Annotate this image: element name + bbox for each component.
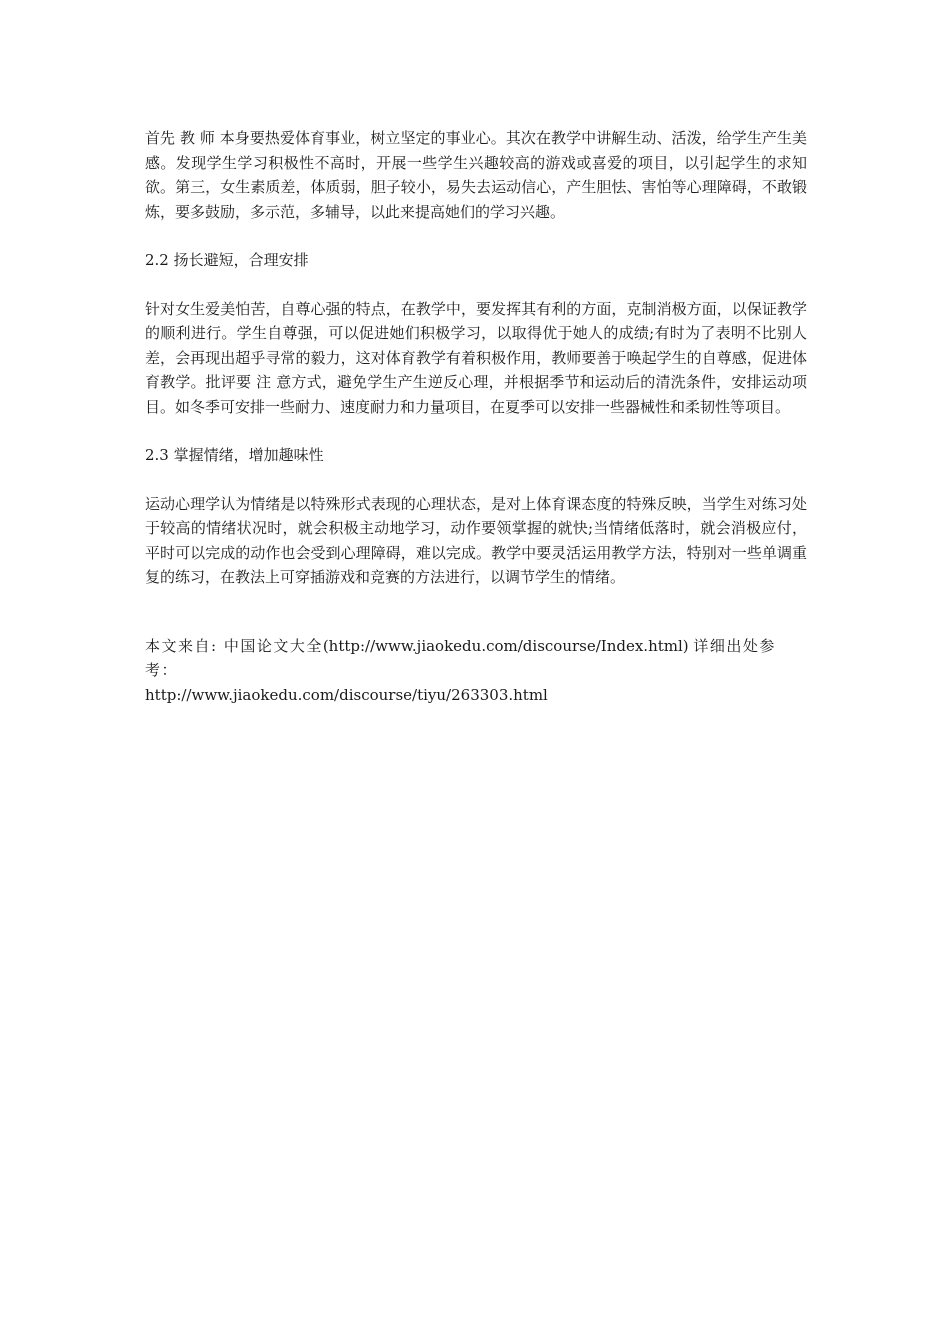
source-attribution [145, 634, 807, 708]
spacer [145, 590, 807, 634]
section-heading-2-3: 2.3 掌握情绪，增加趣味性 [145, 446, 324, 464]
paragraph-emotion: 运动心理学认为情绪是以特殊形式表现的心理状态，是对上体育课态度的特殊反映，当学生对练习处于较高的情绪状况时，就会积极主动地学习，动作要领掌握的就快;当情绪低落时，就会消极应付，平时可以完成的动作也会受到心理障碍，难以完成。教学中要灵活运用教学方法，特别对一些单调重复的练习，在教法上可穿插游戏和竞赛的方法进行，以调节学生的情绪。 [145, 494, 807, 586]
document-page [145, 126, 807, 707]
source-detail-label: 详细出处参考： [145, 636, 776, 679]
spacer [145, 224, 807, 248]
source-link-article[interactable]: http://www.jiaokedu.com/discourse/tiyu/263303.html [145, 685, 548, 704]
paragraph-teacher-attitude: 首先 教 师 本身要热爱体育事业，树立坚定的事业心。其次在教学中讲解生动、活泼，给学生产生美感。发现学生学习积极性不高时，开展一些学生兴趣较高的游戏或喜爱的项目，以引起学生的求知欲。第三，女生素质差，体质弱，胆子较小，易失去运动信心，产生胆怯、害怕等心理障碍，不敢锻炼，要多鼓励，多示范，多辅导，以此来提高她们的学习兴趣。 [145, 129, 807, 221]
source-label: 本文来自: 中国论文大全 [145, 636, 323, 655]
source-link-index[interactable]: (http://www.jiaokedu.com/discourse/Index.html) [322, 636, 689, 655]
spacer [145, 419, 807, 443]
spacer [145, 468, 807, 492]
section-heading-2-2: 2.2 扬长避短，合理安排 [145, 251, 309, 269]
spacer [145, 273, 807, 297]
paragraph-self-esteem: 针对女生爱美怕苦，自尊心强的特点，在教学中，要发挥其有利的方面，克制消极方面，以保证教学的顺利进行。学生自尊强，可以促进她们积极学习，以取得优于她人的成绩;有时为了表明不比别人差，会再现出超乎寻常的毅力，这对体育教学有着积极作用，教师要善于唤起学生的自尊感，促进体育教学。批评要 注 意方式，避免学生产生逆反心理，并根据季节和运动后的清洗条件，安排运动项目。如冬季可安排一些耐力、速度耐力和力量项目，在夏季可以安排一些器械性和柔韧性等项目。 [145, 299, 807, 416]
